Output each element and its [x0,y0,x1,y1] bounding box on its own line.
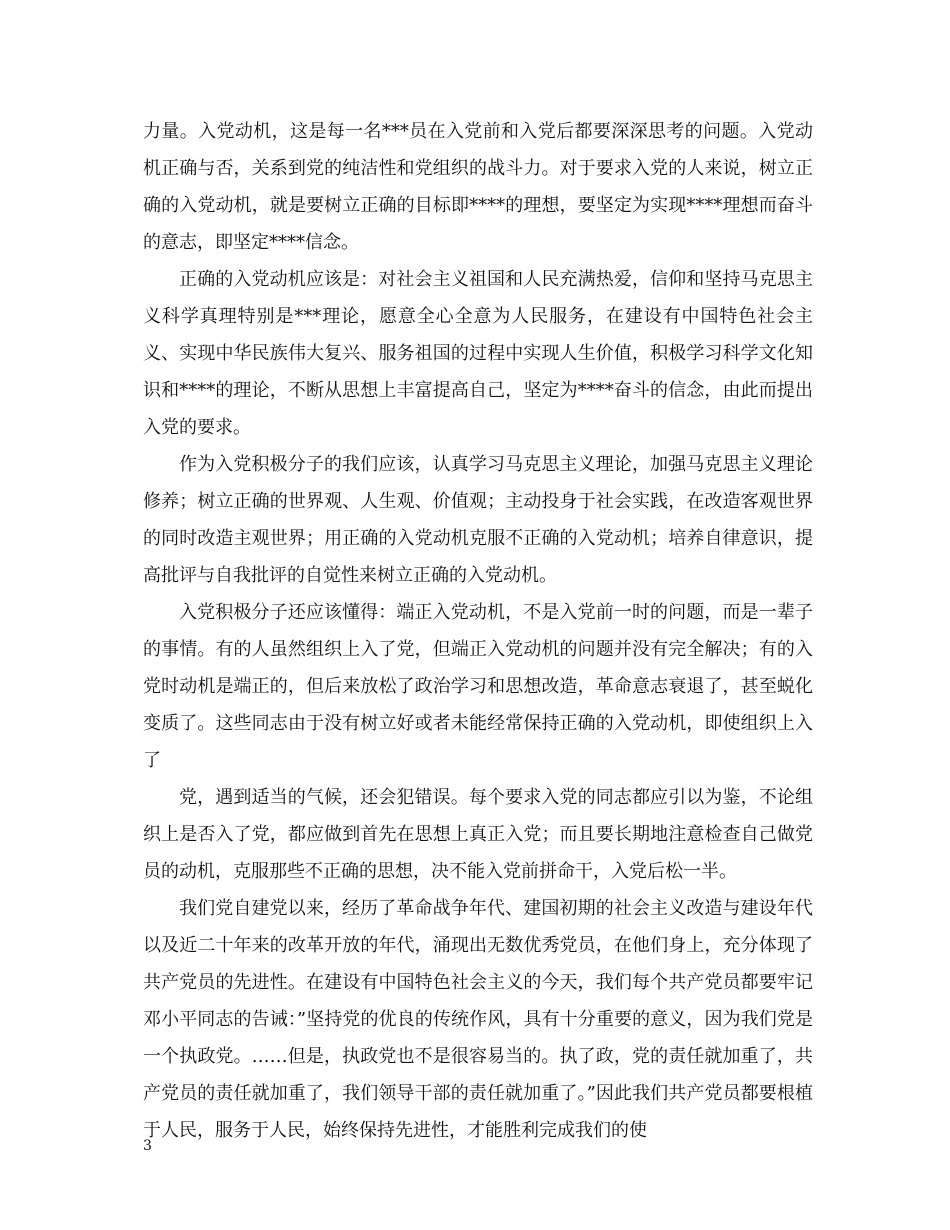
paragraph-4: 入党积极分子还应该懂得：端正入党动机，不是入党前一时的问题，而是一辈子的事情。有的人虽然组织上入了党，但端正入党动机的问题并没有完全解决；有的入党时动机是端正的，但后来放松了政治学习和思想改造，革命意志衰退了，甚至蜕化变质了。这些同志由于没有树立好或者未能经常保持正确的入党动机，即使组织上入了 [143,602,813,771]
document-body [143,113,813,1149]
paragraph-3: 作为入党积极分子的我们应该，认真学习马克思主义理论，加强马克思主义理论修养；树立正确的世界观、人生观、价值观；主动投身于社会实践，在改造客观世界的同时改造主观世界；用正确的入党动机克服不正确的入党动机；培养自律意识，提高批评与自我批评的自觉性来树立正确的入党动机。 [143,454,813,586]
paragraph-5: 党，遇到适当的气候，还会犯错误。每个要求入党的同志都应引以为鉴，不论组织上是否入了党，都应做到首先在思想上真正入党；而且要长期地注意检查自己做党员的动机，克服那些不正确的思想，决不能入党前拼命干，入党后松一半。 [143,787,813,882]
paragraph-1: 力量。入党动机，这是每一名***员在入党前和入党后都要深深思考的问题。入党动机正确与否，关系到党的纯洁性和党组织的战斗力。对于要求入党的人来说，树立正确的入党动机，就是要树立正确的目标即****的理想，要坚定为实现****理想而奋斗的意志，即坚定****信念。 [143,121,813,253]
page-number: 3 [143,1138,152,1154]
paragraph-6: 我们党自建党以来，经历了革命战争年代、建国初期的社会主义改造与建设年代以及近二十年来的改革开放的年代，涌现出无数优秀党员，在他们身上，充分体现了共产党员的先进性。在建设有中国特色社会主义的今天，我们每个共产党员都要牢记邓小平同志的告诫：”坚持党的优良的传统作风，具有十分重要的意义，因为我们党是一个执政党。……但是，执政党也不是很容易当的。执了政，党的责任就加重了，共产党员的责任就加重了，我们领导干部的责任就加重了。”因此我们共产党员都要根植于人民，服务于人民，始终保持先进性，才能胜利完成我们的使 [143,898,813,1141]
paragraph-2: 正确的入党动机应该是：对社会主义祖国和人民充满热爱，信仰和坚持马克思主义科学真理特别是***理论，愿意全心全意为人民服务，在建设有中国特色社会主义、实现中华民族伟大复兴、服务祖国的过程中实现人生价值，积极学习科学文化知识和****的理论，不断从思想上丰富提高自己，坚定为****奋斗的信念，由此而提出入党的要求。 [143,269,813,438]
